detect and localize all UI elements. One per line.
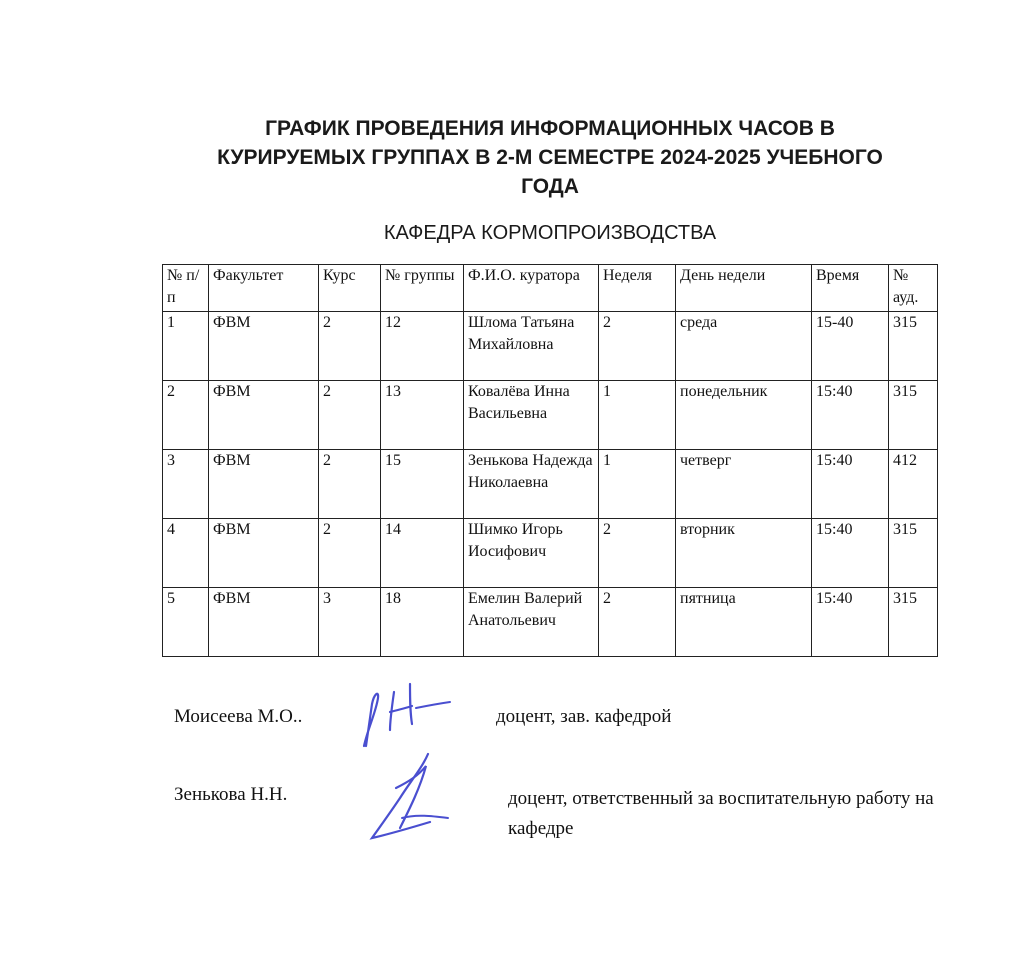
signatory-2-name: Зенькова Н.Н. [174,784,288,805]
cell-curator: Шлома Татьяна Михайловна [464,312,599,381]
signatory-1-name: Моисеева М.О.. [174,706,303,727]
cell-room: 315 [889,588,938,657]
department-name: КАФЕДРА КОРМОПРОИЗВОДСТВА [383,222,717,244]
cell-time: 15-40 [812,312,889,381]
cell-course: 2 [319,381,381,450]
cell-room: 412 [889,450,938,519]
cell-day: четверг [676,450,812,519]
cell-num: 2 [163,381,209,450]
cell-group: 18 [381,588,464,657]
cell-faculty: ФВМ [209,450,319,519]
table-row [163,381,938,450]
cell-curator: Емелин Валерий Анатольевич [464,588,599,657]
cell-day: пятница [676,588,812,657]
cell-week: 2 [599,519,676,588]
cell-day: среда [676,312,812,381]
cell-week: 1 [599,450,676,519]
cell-curator: Ковалёва Инна Васильевна [464,381,599,450]
cell-week: 1 [599,381,676,450]
cell-num: 1 [163,312,209,381]
col-header-room: № ауд. [889,265,938,312]
col-header-course: Курс [319,265,381,312]
title-line-2: КУРИРУЕМЫХ ГРУППАХ В 2-М СЕМЕСТРЕ 2024-2025 УЧЕБНОГО [217,146,883,169]
cell-course: 2 [319,519,381,588]
cell-curator: Шимко Игорь Иосифович [464,519,599,588]
schedule-table [162,264,938,657]
col-header-week: Неделя [599,265,676,312]
table-row [163,588,938,657]
title-line-1: ГРАФИК ПРОВЕДЕНИЯ ИНФОРМАЦИОННЫХ ЧАСОВ В [265,117,835,140]
col-header-curator: Ф.И.О. куратора [464,265,599,312]
document-title [150,114,950,201]
signatory-2-role: доцент, ответственный за воспитательную работу на кафедре [508,788,934,839]
cell-time: 15:40 [812,450,889,519]
table-row [163,312,938,381]
cell-faculty: ФВМ [209,312,319,381]
cell-room: 315 [889,519,938,588]
cell-day: вторник [676,519,812,588]
cell-faculty: ФВМ [209,381,319,450]
cell-num: 4 [163,519,209,588]
cell-group: 14 [381,519,464,588]
signatory-1-role: доцент, зав. кафедрой [496,706,672,727]
cell-room: 315 [889,312,938,381]
cell-faculty: ФВМ [209,519,319,588]
cell-group: 12 [381,312,464,381]
cell-time: 15:40 [812,381,889,450]
cell-curator: Зенькова Надежда Николаевна [464,450,599,519]
col-header-faculty: Факультет [209,265,319,312]
cell-time: 15:40 [812,588,889,657]
col-header-time: Время [812,265,889,312]
cell-time: 15:40 [812,519,889,588]
cell-course: 3 [319,588,381,657]
table-row [163,519,938,588]
handwritten-signature-1 [350,668,460,754]
cell-week: 2 [599,312,676,381]
handwritten-signature-2 [360,748,470,848]
cell-room: 315 [889,381,938,450]
cell-faculty: ФВМ [209,588,319,657]
cell-num: 3 [163,450,209,519]
cell-group: 13 [381,381,464,450]
cell-week: 2 [599,588,676,657]
cell-course: 2 [319,450,381,519]
table-row [163,450,938,519]
col-header-num: № п/п [163,265,209,312]
cell-day: понедельник [676,381,812,450]
cell-num: 5 [163,588,209,657]
table-header-row [163,265,938,312]
col-header-day: День недели [676,265,812,312]
cell-group: 15 [381,450,464,519]
cell-course: 2 [319,312,381,381]
title-line-3: ГОДА [521,175,579,198]
col-header-group: № группы [381,265,464,312]
